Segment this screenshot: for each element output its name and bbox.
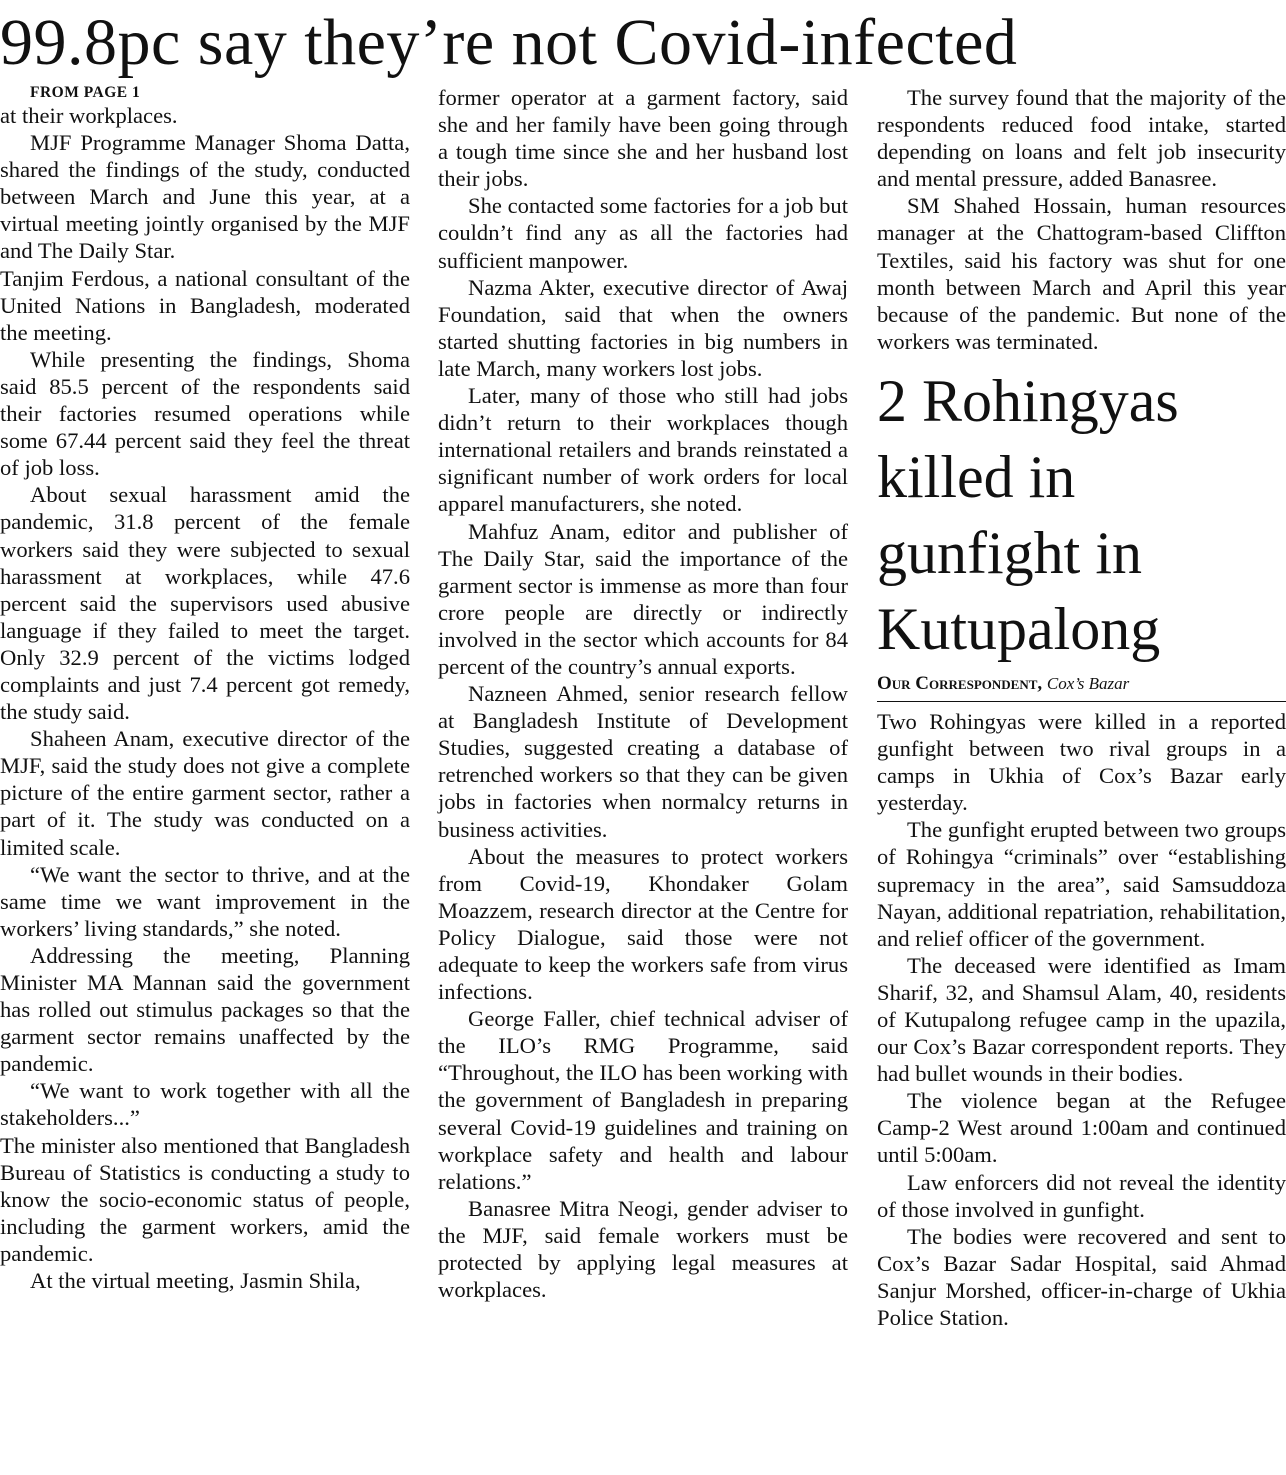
second-headline: 2 Rohingyas killed in gunfight in Kutupalong	[877, 367, 1179, 662]
byline-dateline: Cox’s Bazar	[1046, 673, 1130, 693]
main-paragraph: At the virtual meeting, Jasmin Shila,	[30, 1268, 361, 1294]
byline	[877, 673, 1286, 702]
main-paragraph: Addressing the meeting, Planning Minister MA Mannan said the government has rolled out stimulus packages so that the garment sector remains unaffected by the pandemic.	[0, 942, 410, 1077]
second-paragraph: The deceased were identified as Imam Sharif, 32, and Shamsul Alam, 40, residents of Kutupalong refugee camp in the upazila, our Cox’s Bazar correspondent reports. They had bullet wounds in their bodies.	[877, 952, 1286, 1087]
main-paragraph: The survey found that the majority of the respondents reduced food intake, started depending on loans and felt job insecurity and mental pressure, added Banasree.	[877, 85, 1286, 192]
main-paragraph: at their workplaces.	[0, 103, 178, 128]
main-paragraph: She contacted some factories for a job but couldn’t find any as all the factories had sufficient manpower.	[438, 193, 848, 273]
main-paragraph: Later, many of those who still had jobs didn’t return to their workplaces though international retailers and brands reinstated a significant number of work orders for local apparel manufacturers, she noted.	[438, 383, 848, 517]
main-paragraph: Mahfuz Anam, editor and publisher of The Daily Star, said the importance of the garment sector is immense as more than four crore people are directly or indirectly involved in the sector which accounts for 84 percent of the country’s annual exports.	[438, 518, 848, 679]
byline-author: Our Correspondent,	[877, 672, 1043, 694]
main-paragraph: SM Shahed Hossain, human resources manager at the Chattogram-based Cliffton Textiles, said his factory was shut for one month between March and April this year because of the pandemic. But none of the workers was terminated.	[877, 193, 1286, 354]
column-3	[877, 84, 1286, 1331]
main-paragraph: “We want the sector to thrive, and at the same time we want improvement in the workers’ living standards,” she noted.	[0, 861, 410, 941]
main-paragraph: former operator at a garment factory, said she and her family have been going through a tough time since she and her husband lost their jobs.	[438, 85, 848, 192]
main-paragraph: Nazneen Ahmed, senior research fellow at Bangladesh Institute of Development Studies, suggested creating a database of retrenched workers so that they can be given jobs in factories when normalcy returns in business activities.	[438, 681, 848, 842]
main-paragraph: About sexual harassment amid the pandemic, 31.8 percent of the female workers said they were subjected to sexual harassment at workplaces, while 47.6 percent said the supervisors used abusive language if they failed to meet the target. Only 32.9 percent of the victims lodged complaints and just 7.4 percent got remedy, the study said.	[0, 482, 410, 725]
main-paragraph: Shaheen Anam, executive director of the MJF, said the study does not give a complete picture of the entire garment sector, rather a part of it. The study was conducted on a limited scale.	[0, 726, 410, 860]
main-paragraph: While presenting the findings, Shoma said 85.5 percent of the respondents said their factories resumed operations while some 67.44 percent said they feel the threat of job loss.	[0, 346, 410, 481]
main-paragraph: Tanjim Ferdous, a national consultant of the United Nations in Bangladesh, moderated the meeting.	[0, 265, 410, 345]
column-1	[0, 84, 410, 1294]
main-headline: 99.8pc say they’re not Covid-infected	[0, 6, 1018, 79]
second-paragraph: The gunfight erupted between two groups of Rohingya “criminals” over “establishing supremacy in the area”, said Samsuddoza Nayan, additional repatriation, rehabilitation, and relief officer of the government.	[877, 817, 1286, 951]
main-paragraph: “We want to work together with all the stakeholders...”	[0, 1078, 410, 1131]
jump-label: FROM PAGE 1	[30, 84, 141, 101]
second-paragraph: The bodies were recovered and sent to Cox’s Bazar Sadar Hospital, said Ahmad Sanjur Morshed, officer-in-charge of Ukhia Police Station.	[877, 1223, 1286, 1330]
column-2	[438, 84, 848, 1303]
second-paragraph: The violence began at the Refugee Camp-2 West around 1:00am and continued until 5:00am.	[877, 1088, 1286, 1168]
main-paragraph: Banasree Mitra Neogi, gender adviser to the MJF, said female workers must be protected by applying legal measures at workplaces.	[438, 1195, 848, 1303]
second-paragraph: Two Rohingyas were killed in a reported gunfight between two rival groups in a camps in Ukhia of Cox’s Bazar early yesterday.	[877, 708, 1286, 816]
main-paragraph: George Faller, chief technical adviser of the ILO’s RMG Programme, said “Throughout, the ILO has been working with the government of Bangladesh in preparing several Covid-19 guidelines and training on workplace safety and health and labour relations.”	[438, 1006, 848, 1194]
main-paragraph: The minister also mentioned that Bangladesh Bureau of Statistics is conducting a study to know the socio-economic status of people, including the garment workers, amid the pandemic.	[0, 1132, 410, 1266]
main-paragraph: MJF Programme Manager Shoma Datta, shared the findings of the study, conducted between March and June this year, at a virtual meeting jointly organised by the MJF and The Daily Star.	[0, 130, 410, 264]
main-paragraph: Nazma Akter, executive director of Awaj Foundation, said that when the owners started shutting factories in big numbers in late March, many workers lost jobs.	[438, 274, 848, 381]
second-paragraph: Law enforcers did not reveal the identity of those involved in gunfight.	[877, 1169, 1286, 1222]
main-paragraph: About the measures to protect workers from Covid-19, Khondaker Golam Moazzem, research director at the Centre for Policy Dialogue, said those were not adequate to keep the workers safe from virus infections.	[438, 843, 848, 1005]
